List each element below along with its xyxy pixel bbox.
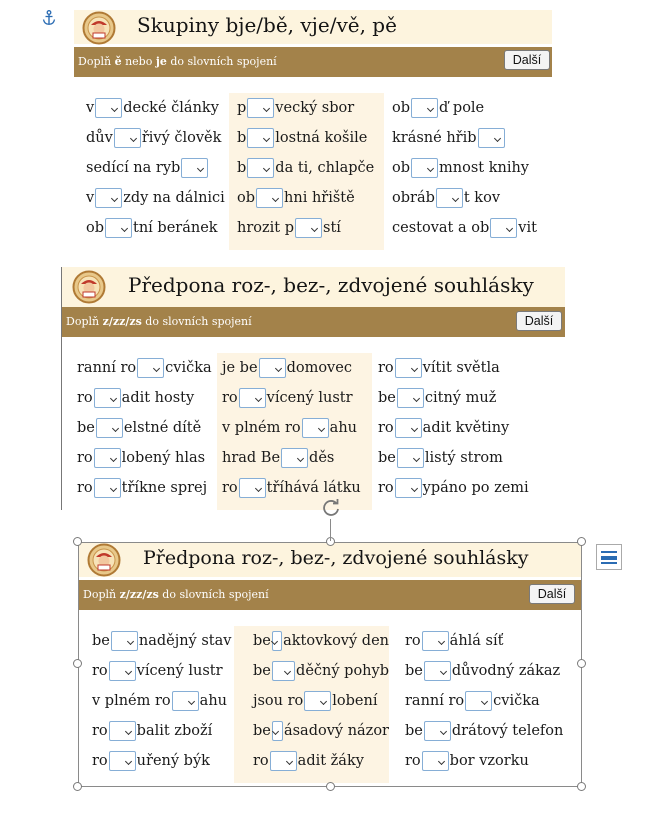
exercise-item — [378, 413, 565, 443]
word-prefix: ob — [392, 100, 411, 116]
exercise-item — [405, 716, 581, 746]
instruction-text: Doplň ě nebo je do slovních spojení — [78, 55, 277, 68]
exercise-item — [405, 746, 581, 776]
word-prefix: v plném ro — [92, 693, 171, 709]
word-suffix: tříhává látku — [266, 480, 361, 496]
word-suffix: důvodný zákaz — [451, 663, 561, 679]
answer-dropdown[interactable] — [436, 188, 463, 208]
word-suffix: nadějný stav — [138, 633, 232, 649]
pirate-logo-icon — [87, 543, 121, 577]
word-prefix: dův — [86, 130, 113, 146]
word-suffix: adit žáky — [297, 753, 364, 769]
word-suffix: tříkne sprej — [121, 480, 208, 496]
word-prefix: ro — [92, 723, 108, 739]
exercise-item — [222, 353, 372, 383]
word-prefix: hrozit p — [237, 220, 294, 236]
resize-handle-bottom-right[interactable] — [577, 782, 586, 791]
exercise-column — [62, 353, 217, 510]
exercise-item — [253, 686, 389, 716]
answer-dropdown[interactable] — [411, 98, 438, 118]
answer-dropdown[interactable] — [137, 358, 164, 378]
answer-dropdown[interactable] — [247, 98, 274, 118]
word-prefix: jsou ro — [253, 693, 304, 709]
word-suffix: tní beránek — [133, 220, 218, 236]
word-suffix: hni hřiště — [284, 190, 355, 206]
exercise-item — [253, 656, 389, 686]
word-prefix: cestovat a ob — [392, 220, 490, 236]
word-suffix: drátový telefon — [451, 723, 564, 739]
word-prefix: ro — [253, 753, 269, 769]
answer-dropdown[interactable] — [281, 448, 308, 468]
word-suffix: áhlá síť — [449, 633, 504, 649]
exercise-column — [384, 93, 552, 250]
word-prefix: ranní ro — [405, 693, 465, 709]
word-suffix: balit zboží — [136, 723, 213, 739]
resize-handle-top-left[interactable] — [73, 537, 82, 546]
answer-dropdown[interactable] — [270, 751, 297, 771]
word-prefix: obráb — [392, 190, 435, 206]
exercise-item — [253, 626, 389, 656]
word-suffix: citný muž — [424, 390, 497, 406]
answer-dropdown[interactable] — [94, 388, 121, 408]
exercise-item — [392, 153, 552, 183]
exercise-item — [237, 153, 384, 183]
answer-dropdown[interactable] — [94, 478, 121, 498]
word-prefix: b — [237, 160, 247, 176]
answer-dropdown[interactable] — [411, 158, 438, 178]
answer-dropdown[interactable] — [256, 188, 283, 208]
word-suffix: děčný pohyb — [296, 663, 389, 679]
resize-handle-top-right[interactable] — [577, 537, 586, 546]
answer-dropdown[interactable] — [272, 631, 282, 651]
exercise-item — [86, 183, 229, 213]
panel-header — [79, 542, 581, 577]
answer-dropdown[interactable] — [172, 691, 199, 711]
word-suffix: ahu — [199, 693, 227, 709]
word-prefix: v plném ro — [222, 420, 301, 436]
answer-dropdown[interactable] — [478, 128, 505, 148]
word-suffix: adit květiny — [422, 420, 510, 436]
resize-handle-bottom-left[interactable] — [73, 782, 82, 791]
word-suffix: ásadový názor — [283, 723, 389, 739]
word-suffix: t kov — [463, 190, 501, 206]
word-suffix: uřený býk — [136, 753, 210, 769]
word-suffix: vícený lustr — [266, 390, 353, 406]
exercise-column — [372, 353, 565, 510]
answer-dropdown[interactable] — [395, 358, 422, 378]
word-prefix: v — [86, 100, 95, 116]
word-prefix: be — [253, 723, 271, 739]
exercise-item — [378, 443, 565, 473]
word-prefix: ro — [378, 360, 394, 376]
word-prefix: be — [77, 420, 95, 436]
word-prefix: ranní ro — [77, 360, 137, 376]
instruction-bar — [62, 307, 565, 337]
exercise-grid — [62, 353, 565, 510]
word-prefix: be — [378, 390, 396, 406]
exercise-grid — [79, 626, 581, 783]
word-suffix: lobený hlas — [121, 450, 206, 466]
word-prefix: ro — [405, 753, 421, 769]
word-suffix: lobení — [332, 693, 378, 709]
word-suffix: vítit světla — [422, 360, 500, 376]
panel-header — [74, 10, 552, 44]
exercise-item — [77, 443, 217, 473]
word-prefix: v — [86, 190, 95, 206]
exercise-item — [392, 93, 552, 123]
answer-dropdown[interactable] — [95, 98, 122, 118]
word-suffix: zdy na dálnici — [123, 190, 225, 206]
instruction-text: Doplň z/zz/zs do slovních spojení — [83, 588, 269, 601]
word-suffix: aktovkový den — [283, 633, 389, 649]
exercise-item — [86, 153, 229, 183]
exercise-panel-3[interactable] — [78, 542, 582, 787]
word-suffix: ahu — [329, 420, 357, 436]
word-suffix: ypáno po zemi — [422, 480, 529, 496]
word-suffix: vit — [518, 220, 537, 236]
exercise-item — [222, 383, 372, 413]
answer-dropdown[interactable] — [239, 478, 266, 498]
resize-handle-bottom[interactable] — [326, 782, 335, 791]
word-prefix: ro — [92, 753, 108, 769]
exercise-panel-1 — [74, 10, 552, 250]
word-prefix: ob — [237, 190, 256, 206]
word-suffix: vícený lustr — [136, 663, 223, 679]
word-suffix: cvička — [493, 693, 540, 709]
next-button[interactable]: Další — [529, 584, 575, 604]
exercise-item — [222, 443, 372, 473]
exercise-item — [378, 383, 565, 413]
exercise-item — [392, 183, 552, 213]
word-prefix: sedící na ryb — [86, 160, 181, 176]
answer-dropdown[interactable] — [109, 751, 136, 771]
exercise-item — [405, 656, 581, 686]
word-prefix: ro — [378, 480, 394, 496]
answer-dropdown[interactable] — [95, 188, 122, 208]
answer-dropdown[interactable] — [109, 721, 136, 741]
layout-options-icon[interactable] — [596, 544, 622, 570]
instruction-bar — [74, 47, 552, 77]
exercise-item — [86, 93, 229, 123]
word-suffix: cvička — [165, 360, 212, 376]
exercise-item — [92, 656, 234, 686]
answer-dropdown[interactable] — [259, 358, 286, 378]
panel-header — [62, 267, 565, 307]
word-suffix: vecký sbor — [275, 100, 355, 116]
exercise-column — [217, 353, 372, 510]
word-prefix: ob — [392, 160, 411, 176]
word-suffix: ď pole — [439, 100, 485, 116]
answer-dropdown[interactable] — [111, 631, 138, 651]
exercise-column — [74, 93, 229, 250]
word-prefix: be — [378, 450, 396, 466]
resize-handle-right[interactable] — [577, 659, 586, 668]
answer-dropdown[interactable] — [302, 418, 329, 438]
word-suffix: decké články — [123, 100, 219, 116]
answer-dropdown[interactable] — [304, 691, 331, 711]
word-prefix: be — [253, 663, 271, 679]
rotate-handle-icon[interactable] — [320, 497, 342, 519]
answer-dropdown[interactable] — [424, 661, 451, 681]
exercise-item — [253, 746, 389, 776]
answer-dropdown[interactable] — [181, 158, 208, 178]
instruction-bar — [79, 580, 581, 610]
exercise-item — [92, 626, 234, 656]
word-prefix: p — [237, 100, 247, 116]
exercise-item — [222, 413, 372, 443]
answer-dropdown[interactable] — [395, 418, 422, 438]
exercise-item — [86, 213, 229, 243]
exercise-item — [237, 183, 384, 213]
answer-dropdown[interactable] — [465, 691, 492, 711]
exercise-item — [77, 383, 217, 413]
word-prefix: ro — [378, 420, 394, 436]
word-prefix: be — [405, 723, 423, 739]
word-suffix: lostná košile — [275, 130, 368, 146]
exercise-item — [405, 626, 581, 656]
pirate-logo-icon — [82, 11, 116, 45]
answer-dropdown[interactable] — [295, 218, 322, 238]
word-prefix: krásné hřib — [392, 130, 477, 146]
word-suffix: domovec — [286, 360, 352, 376]
word-prefix: ro — [77, 450, 93, 466]
exercise-column — [79, 626, 234, 783]
exercise-item — [77, 473, 217, 503]
exercise-item — [92, 746, 234, 776]
word-prefix: be — [253, 633, 271, 649]
word-suffix: stí — [323, 220, 341, 236]
exercise-item — [378, 473, 565, 503]
word-suffix: da ti, chlapče — [275, 160, 375, 176]
next-button[interactable]: Další — [516, 311, 562, 331]
exercise-grid — [74, 93, 552, 250]
answer-dropdown[interactable] — [247, 158, 274, 178]
exercise-column — [229, 93, 384, 250]
word-prefix: ro — [77, 480, 93, 496]
word-prefix: ob — [86, 220, 105, 236]
page-title: Předpona roz-, bez-, zdvojené souhlásky — [128, 273, 534, 297]
exercise-item — [378, 353, 565, 383]
word-suffix: elstné dítě — [123, 420, 202, 436]
exercise-item — [237, 123, 384, 153]
word-prefix: ro — [77, 390, 93, 406]
answer-dropdown[interactable] — [239, 388, 266, 408]
exercise-item — [392, 123, 552, 153]
page-title: Předpona roz-, bez-, zdvojené souhlásky — [143, 547, 529, 569]
answer-dropdown[interactable] — [109, 661, 136, 681]
exercise-column — [234, 626, 389, 783]
word-suffix: řivý člověk — [141, 130, 222, 146]
word-prefix: hrad Be — [222, 450, 281, 466]
exercise-item — [237, 213, 384, 243]
word-prefix: ro — [222, 480, 238, 496]
next-button[interactable]: Další — [504, 50, 550, 70]
answer-dropdown[interactable] — [94, 448, 121, 468]
answer-dropdown[interactable] — [422, 751, 449, 771]
answer-dropdown[interactable] — [105, 218, 132, 238]
answer-dropdown[interactable] — [397, 388, 424, 408]
exercise-item — [237, 93, 384, 123]
word-suffix: adit hosty — [121, 390, 195, 406]
word-prefix: ro — [222, 390, 238, 406]
answer-dropdown[interactable] — [114, 128, 141, 148]
exercise-item — [222, 473, 372, 503]
exercise-item — [92, 686, 234, 716]
word-prefix: ro — [92, 663, 108, 679]
exercise-item — [92, 716, 234, 746]
resize-handle-left[interactable] — [73, 659, 82, 668]
pirate-logo-icon — [72, 270, 106, 304]
exercise-item — [77, 413, 217, 443]
word-suffix: děs — [309, 450, 335, 466]
answer-dropdown[interactable] — [272, 661, 295, 681]
answer-dropdown[interactable] — [272, 721, 283, 741]
answer-dropdown[interactable] — [395, 478, 422, 498]
word-suffix: bor vzorku — [449, 753, 529, 769]
exercise-item — [405, 686, 581, 716]
exercise-panel-2 — [61, 267, 565, 510]
word-prefix: b — [237, 130, 247, 146]
word-prefix: ro — [405, 633, 421, 649]
exercise-item — [392, 213, 552, 243]
exercise-column — [389, 626, 581, 783]
word-prefix: be — [92, 633, 110, 649]
answer-dropdown[interactable] — [247, 128, 274, 148]
answer-dropdown[interactable] — [422, 631, 449, 651]
word-suffix: listý strom — [424, 450, 503, 466]
exercise-item — [77, 353, 217, 383]
rotate-connector — [330, 519, 331, 541]
answer-dropdown[interactable] — [96, 418, 123, 438]
word-prefix: be — [405, 663, 423, 679]
anchor-icon[interactable] — [42, 10, 56, 26]
exercise-item — [253, 716, 389, 746]
word-prefix: je be — [222, 360, 258, 376]
answer-dropdown[interactable] — [490, 218, 517, 238]
exercise-item — [86, 123, 229, 153]
answer-dropdown[interactable] — [397, 448, 424, 468]
instruction-text: Doplň z/zz/zs do slovních spojení — [66, 315, 252, 328]
answer-dropdown[interactable] — [424, 721, 451, 741]
word-suffix: mnost knihy — [439, 160, 530, 176]
page-title: Skupiny bje/bě, vje/vě, pě — [137, 13, 397, 37]
